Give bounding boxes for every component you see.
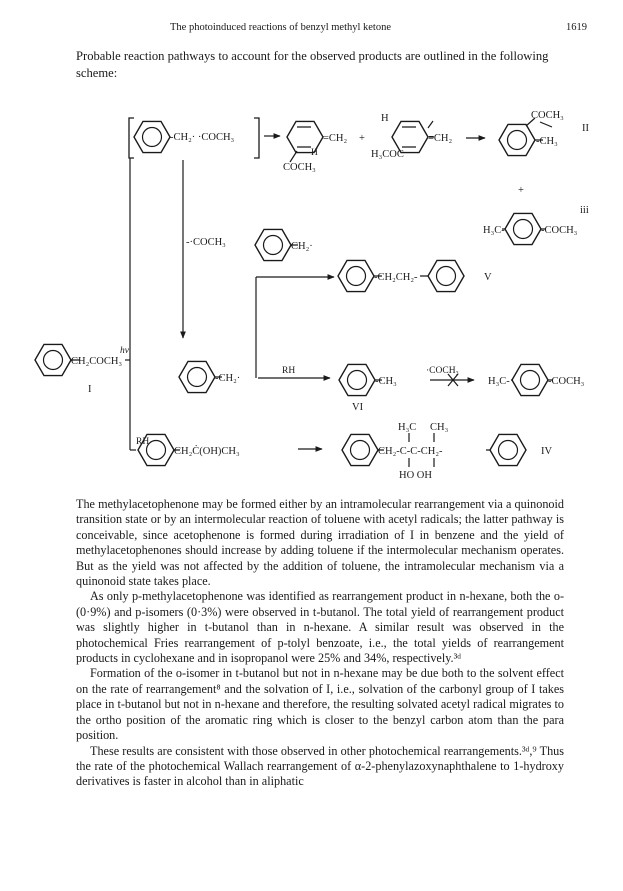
coch3-p-label: -COCH₃ <box>548 376 585 387</box>
ch3-ii-label: -CH₃ <box>536 136 558 147</box>
paragraph-4: These results are consistent with those observed in other photochemical rearrangements.³ᵈ,⁹ Thus the rate of the photochemical Wallach rearrangement of α-2-phenylazoxynaphthalene to 1-hydroxy derivatives is faster in alcohol than in aliphatic <box>76 743 564 789</box>
ch2-radical-mid-label: CH₂· <box>291 241 313 252</box>
radical-pair-label: -CH₂· ·COCH₃ <box>170 132 235 143</box>
loss-coch3-label: -·COCH₃ <box>186 237 226 248</box>
ring-pinacol-right <box>490 434 526 465</box>
rh-label-2: RH <box>136 437 150 447</box>
compound-iv-label: IV <box>541 446 553 457</box>
ring-product-ii <box>499 124 535 155</box>
reaction-scheme <box>0 92 623 512</box>
compound-ii-label: II <box>582 123 589 134</box>
ch3-vi-label: -CH₃ <box>375 376 397 387</box>
pinacol-chain-label: CH₂-C-C-CH₂- <box>378 446 443 457</box>
starting-ketone-label: CH₂COCH₃ <box>71 356 123 367</box>
ring-starting-ketone <box>35 344 71 375</box>
coch3-iii-label: -COCH₃ <box>541 225 578 236</box>
ch2-radical-low-label: -CH₂· <box>215 373 241 384</box>
ring-bibenzyl-right <box>428 260 464 291</box>
coch3-attack-label: ·COCH₃ <box>426 366 459 376</box>
page-header <box>0 22 623 38</box>
running-title: The photoinduced reactions of benzyl methyl ketone <box>170 22 392 33</box>
bracket-left <box>129 118 134 158</box>
ch3-iv-label: CH₃ <box>430 422 449 433</box>
hv-label: hν <box>120 346 129 356</box>
paragraph-2: As only p-methylacetophenone was identified as rearrangement product in n-hexane, both the o- (0·9%) and p-isomers (0·3%) were observed in t-butanol. The total yield of rearrangement product was slightly higher in t-butanol than in n-hexane. A similar result was observed in the photochemical Fries rearrangement of p-tolyl benzoate, i.e., the total yields of rearrangement products in cyclohexane and in isopropanol were 25% and 34%, respectively.³ᵈ <box>76 589 564 666</box>
ring-p-methylacetophenone <box>512 364 548 395</box>
compound-i-label: I <box>88 384 92 395</box>
page-number: 1619 <box>566 22 587 33</box>
plus-iii-label: + <box>518 185 524 196</box>
paragraph-3: Formation of the o-isomer in t-butanol but not in n-hexane may be due both to the solvent effect on the rate of rearrangement⁸ and the solvation of I, i.e., solvation of the carbonyl group of I takes place in t-butanol but not in n-hexane and therefore, the resulting solvated acetyl radical migrates to the ortho position of the aromatic ring which is closer to the benzyl carbon atom than the para position. <box>76 666 564 743</box>
ring-pinacol-left <box>342 434 378 465</box>
h3c-iv-label: H₃C <box>398 422 417 433</box>
scheme-arrows <box>125 136 485 450</box>
h3c-p-label: H₃C- <box>488 376 510 387</box>
ring-benzyl-radical-low <box>179 361 215 392</box>
paragraph-1: The methylacetophenone may be formed either by an intramolecular rearrangement via a quinonoid transition state or by an intermolecular reaction of toluene with acetyl radicals; the latter pathway is conceivable, since acetophenone is formed during irradiation of I in benzene and the yield of methylacetophenones should increase by adding toluene if the intermolecular mechanism operates. But as the yield was not affected by the addition of toluene, the intramolecular mechanism via a quinonoid state takes place. <box>76 497 564 589</box>
compound-vi-label: VI <box>352 402 364 413</box>
h-top-label: H <box>381 113 389 124</box>
compound-iii-label: iii <box>580 205 589 216</box>
ring-bibenzyl-left <box>338 260 374 291</box>
ketyl-radical-label: CH₂Ċ(OH)CH₃ <box>174 446 240 457</box>
h3c-iii-label: H₃C- <box>483 225 505 236</box>
h-small-label: H <box>311 148 318 158</box>
coch3-ii-label: COCH₃ <box>531 110 564 121</box>
ring-benzyl-radical-mid <box>255 229 291 260</box>
ch2-label-b: =CH₂ <box>428 133 453 144</box>
ring-product-iii <box>505 213 541 244</box>
plus-label-a: + <box>359 133 365 144</box>
bibenzyl-label: -CH₂CH₂- <box>374 272 418 283</box>
h3coc-label: H₃COC <box>371 149 404 160</box>
bracket-right <box>254 118 259 158</box>
ch2-label-a: =CH₂ <box>323 133 348 144</box>
coch3-under-label: COCH₃ <box>283 162 316 173</box>
ring-benzyl-top-left <box>134 121 170 152</box>
rh-label-1: RH <box>282 366 296 376</box>
body-text <box>76 497 564 790</box>
oh-iv-label: HO OH <box>399 470 432 481</box>
ring-toluene-vi <box>339 364 375 395</box>
ring-quinonoid-2 <box>392 121 428 152</box>
compound-v-label: V <box>484 272 492 283</box>
intro-paragraph: Probable reaction pathways to account for the observed products are outlined in the following scheme: <box>76 49 549 80</box>
